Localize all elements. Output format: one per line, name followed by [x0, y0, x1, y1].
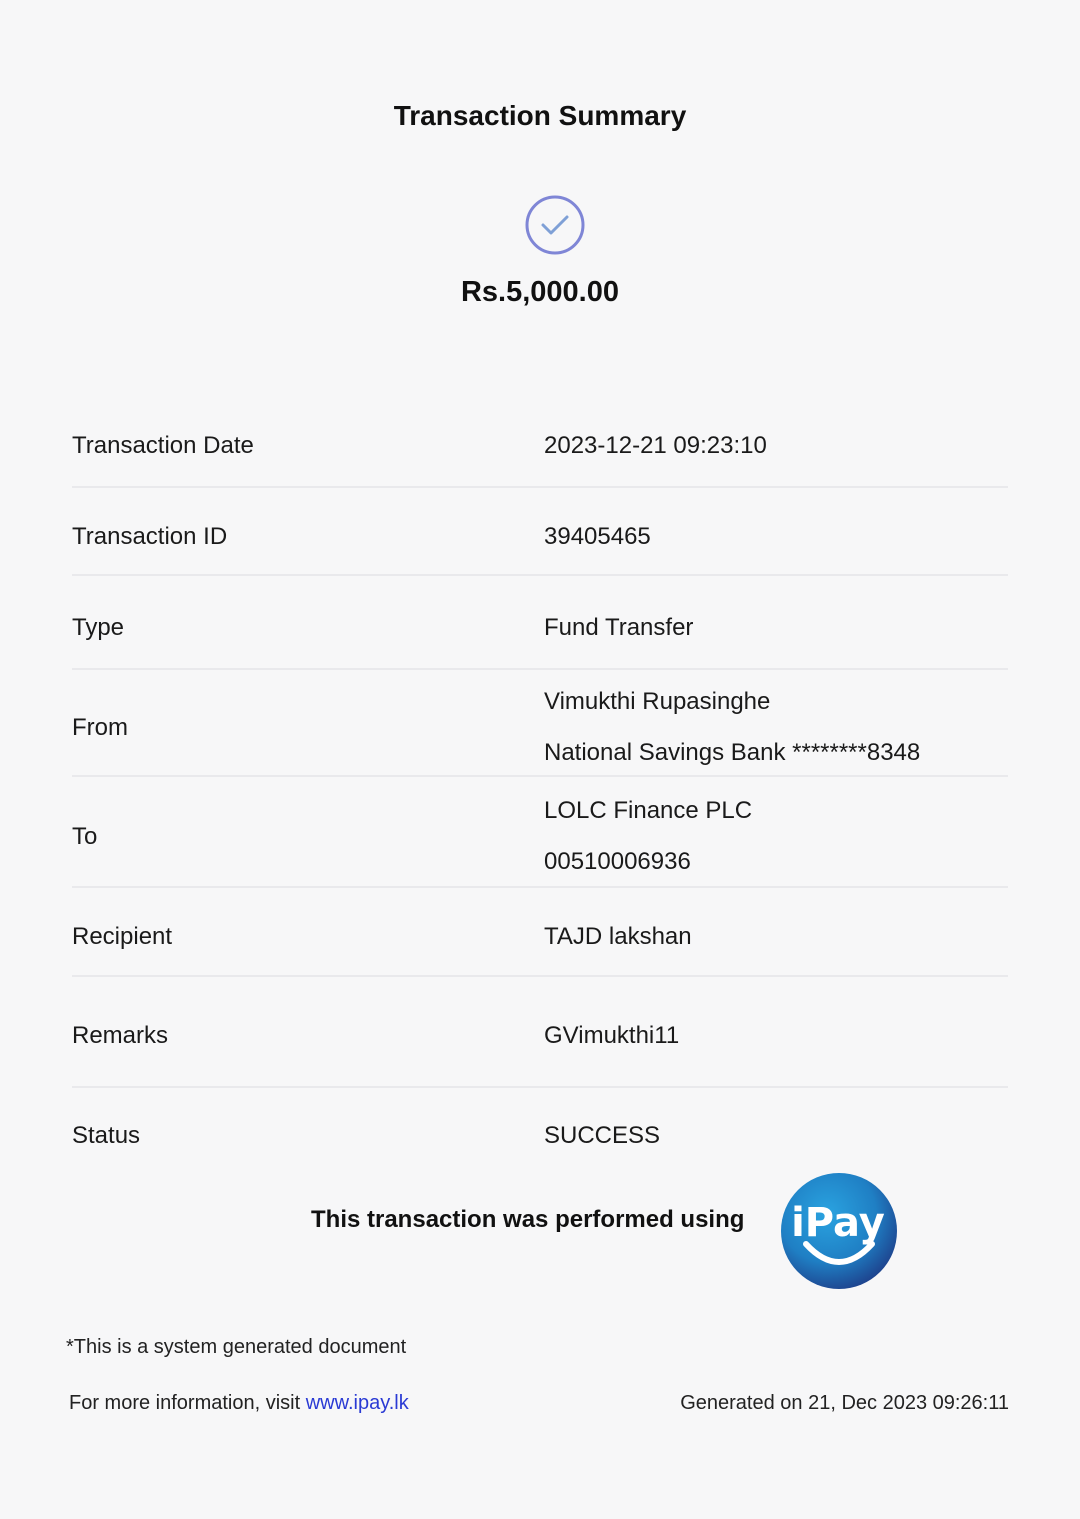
- detail-row-type: [72, 576, 1008, 670]
- detail-row-from: [72, 670, 1008, 777]
- type-label: Type: [72, 614, 125, 641]
- performed-using-text: This transaction was performed using: [311, 1206, 745, 1233]
- page-title: Transaction Summary: [393, 100, 687, 131]
- from-name: Vimukthi Rupasinghe: [544, 688, 771, 715]
- detail-row-recipient: [72, 888, 1008, 977]
- remarks-value: GVimukthi11: [544, 1022, 680, 1049]
- detail-row-to: [72, 777, 1008, 888]
- from-account: National Savings Bank ********8348: [544, 739, 921, 766]
- svg-text:iPay: iPay: [791, 1200, 885, 1246]
- detail-row-status: [72, 1088, 1008, 1168]
- ipay-logo: [780, 1172, 898, 1290]
- more-info-prefix: For more information, visit: [69, 1392, 301, 1414]
- detail-row-id: [72, 488, 1008, 576]
- ipay-website-link[interactable]: www.ipay.lk: [305, 1392, 409, 1414]
- more-info: [69, 1392, 409, 1415]
- from-label: From: [72, 714, 128, 741]
- recipient-label: Recipient: [72, 923, 173, 950]
- check-circle-icon: [524, 194, 586, 256]
- to-account: 00510006936: [544, 848, 691, 875]
- status-label: Status: [72, 1122, 141, 1149]
- detail-row-remarks: [72, 977, 1008, 1088]
- transaction-amount: Rs.5,000.00: [460, 276, 619, 308]
- remarks-label: Remarks: [72, 1022, 169, 1049]
- recipient-value: TAJD lakshan: [544, 923, 692, 950]
- generated-timestamp: Generated on 21, Dec 2023 09:26:11: [680, 1392, 1009, 1414]
- transaction-id-value: 39405465: [544, 523, 651, 550]
- to-name: LOLC Finance PLC: [544, 797, 753, 824]
- type-value: Fund Transfer: [544, 614, 694, 641]
- date-value: 2023-12-21 09:23:10: [544, 432, 767, 459]
- detail-row-date: [72, 410, 1008, 488]
- system-generated-note: *This is a system generated document: [66, 1336, 407, 1358]
- date-label: Transaction Date: [72, 432, 254, 459]
- transaction-id-label: Transaction ID: [72, 523, 228, 550]
- to-label: To: [72, 823, 98, 850]
- status-value: SUCCESS: [544, 1122, 661, 1149]
